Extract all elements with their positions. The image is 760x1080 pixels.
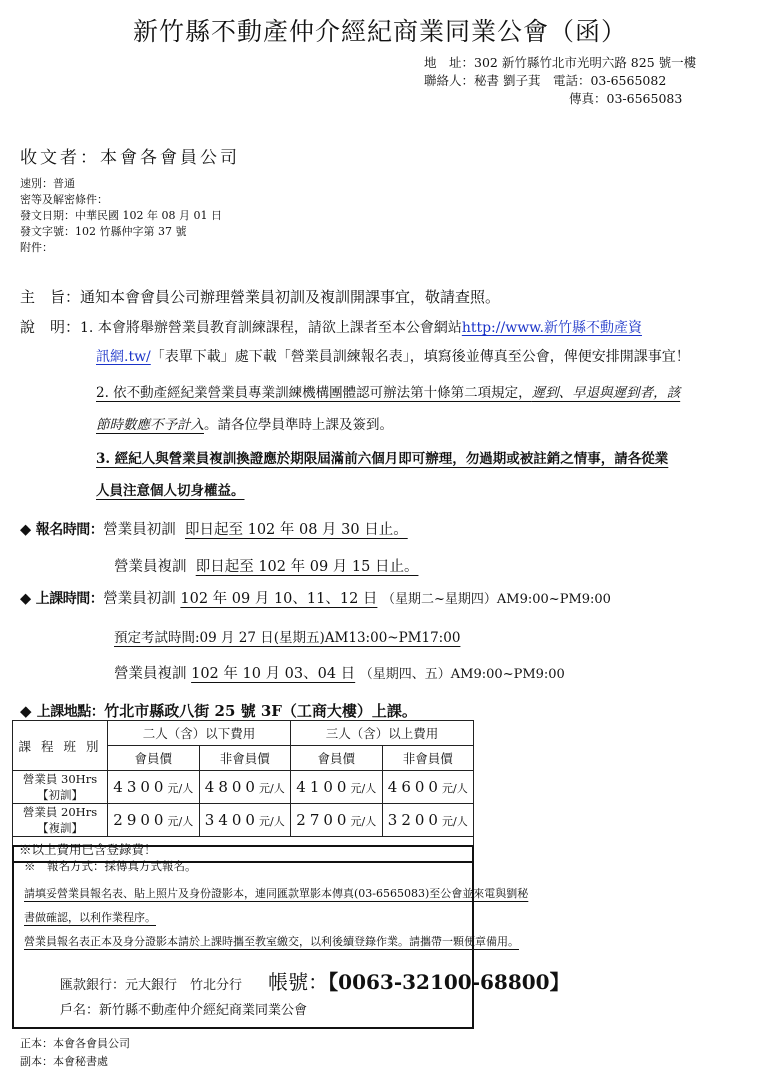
unit: 元/人 bbox=[167, 782, 194, 795]
price: 4600 bbox=[387, 778, 442, 796]
unit: 元/人 bbox=[350, 782, 377, 795]
recipient: 收文者：本會各會員公司 bbox=[20, 148, 240, 168]
explanation-item-3: 3. 經紀人與營業員複訓換證應於期限屆滿前六個月即可辦理，勿過期或被註銷之情事，請各從業 bbox=[96, 451, 669, 467]
item2-italic: 遲到、早退與遲到者，該 bbox=[531, 385, 681, 401]
explanation-item-2-cont bbox=[96, 413, 393, 433]
class-renewal-label: 營業員複訓 bbox=[114, 666, 187, 682]
registration-period-initial bbox=[20, 518, 408, 539]
reg-renewal-value: 即日起至 102 年 09 月 15 日止。 bbox=[195, 559, 419, 575]
header-nonmember-3: 非會員價 bbox=[382, 746, 474, 771]
header-member-3: 會員價 bbox=[291, 746, 383, 771]
diamond-bullet-icon: ◆ bbox=[20, 591, 32, 607]
meta-doc-number: 發文字號：102 竹縣仲字第 37 號 bbox=[20, 225, 187, 238]
document-title: 新竹縣不動產仲介經紀商業同業公會（函） bbox=[132, 17, 627, 46]
bank-info bbox=[60, 966, 570, 995]
subject-text: 通知本會會員公司辦理營業員初訓及複訓開課事宜，敬請查照。 bbox=[80, 288, 501, 306]
unit: 元/人 bbox=[258, 815, 285, 828]
reg-initial-label: 營業員初訓 bbox=[103, 522, 176, 538]
unit: 元/人 bbox=[167, 815, 194, 828]
footer-copy: 副本：本會秘書處 bbox=[20, 1055, 108, 1068]
explanation-item-2 bbox=[96, 381, 680, 401]
header-group-two: 二人（含）以下費用 bbox=[108, 721, 291, 746]
meta-attachment: 附件： bbox=[20, 241, 53, 254]
header-address: 地 址：302 新竹縣竹北市光明六路 825 號一樓 bbox=[424, 55, 697, 70]
class-location bbox=[20, 700, 417, 721]
registration-instructions-1: 請填妥營業員報名表、貼上照片及身份證影本，連同匯款單影本傳真(03-6565083)至公會並來電與劉秘 bbox=[24, 887, 529, 900]
price: 4300 bbox=[113, 778, 168, 796]
class-renewal-dates: 102 年 10 月 03、04 日 bbox=[191, 666, 356, 682]
meta-speed: 速別：普通 bbox=[20, 177, 75, 190]
explanation-item-1 bbox=[20, 316, 642, 337]
header-member-2: 會員價 bbox=[108, 746, 200, 771]
table-row bbox=[13, 771, 474, 804]
exam-time: 預定考試時間:09 月 27 日(星期五)AM13:00~PM17:00 bbox=[114, 630, 461, 646]
item2-end: 。請各位學員準時上課及簽到。 bbox=[204, 417, 393, 433]
diamond-bullet-icon: ◆ bbox=[20, 702, 32, 720]
item1-suffix: 「表單下載」處下載「營業員訓練報名表」，填寫後並傳真至公會，俾便安排開課事宜！ bbox=[150, 349, 690, 365]
course-name: 營業員 20Hrs【複訓】 bbox=[13, 804, 108, 837]
registration-label: 報名時間： bbox=[35, 522, 104, 538]
explanation-item-3-cont: 人員注意個人切身權益。 bbox=[96, 483, 245, 499]
meta-date: 發文日期：中華民國 102 年 08 月 01 日 bbox=[20, 209, 222, 222]
bank-name: 匯款銀行：元大銀行 竹北分行 bbox=[60, 978, 243, 993]
class-time-renewal bbox=[114, 662, 565, 683]
price: 4100 bbox=[296, 778, 351, 796]
account-holder: 戶名：新竹縣不動產仲介經紀商業同業公會 bbox=[60, 1003, 308, 1018]
fee-table bbox=[12, 720, 474, 863]
unit: 元/人 bbox=[441, 782, 468, 795]
course-name: 營業員 30Hrs【初訓】 bbox=[13, 771, 108, 804]
header-course: 課 程 班 別 bbox=[13, 721, 108, 771]
account-label: 帳號： bbox=[268, 970, 329, 994]
registration-period-renewal bbox=[114, 555, 418, 576]
class-initial-time: （星期二~星期四）AM9:00~PM9:00 bbox=[382, 592, 611, 607]
price: 2700 bbox=[296, 811, 351, 829]
price: 2900 bbox=[113, 811, 168, 829]
class-time-initial bbox=[20, 587, 611, 608]
footer-original: 正本：本會各會員公司 bbox=[20, 1037, 130, 1050]
registration-instructions-2: 書做確認，以利作業程序。 bbox=[24, 911, 156, 924]
subject-line bbox=[20, 286, 500, 307]
item2-italic-cont: 節時數應不予計入 bbox=[96, 417, 204, 433]
diamond-bullet-icon: ◆ bbox=[20, 522, 32, 538]
unit: 元/人 bbox=[350, 815, 377, 828]
unit: 元/人 bbox=[441, 815, 468, 828]
item1-text: 1. 本會將舉辦營業員教育訓練課程，請欲上課者至本公會網站 bbox=[80, 320, 462, 336]
reg-initial-value: 即日起至 102 年 08 月 30 日止。 bbox=[184, 522, 408, 538]
fee-note: ※以上費用已含登錄費！ bbox=[13, 837, 474, 863]
price: 4800 bbox=[204, 778, 259, 796]
table-row bbox=[13, 804, 474, 837]
unit: 元/人 bbox=[258, 782, 285, 795]
header-nonmember-2: 非會員價 bbox=[199, 746, 291, 771]
price: 3200 bbox=[387, 811, 442, 829]
subject-label: 主 旨： bbox=[20, 288, 81, 306]
location-value: 竹北市縣政八街 25 號 3F（工商大樓）上課。 bbox=[104, 702, 417, 720]
item2-text: 2. 依不動產經紀業營業員專業訓練機構團體認可辦法第十條第二項規定， bbox=[96, 385, 532, 401]
class-renewal-time: （星期四、五）AM9:00~PM9:00 bbox=[359, 667, 565, 682]
class-initial-label: 營業員初訓 bbox=[103, 591, 176, 607]
explanation-label: 說 明： bbox=[20, 318, 81, 336]
meta-secrecy: 密等及解密條件： bbox=[20, 193, 108, 206]
class-initial-dates: 102 年 09 月 10、11、12 日 bbox=[180, 591, 378, 607]
header-contact: 聯絡人：秘書 劉子萁 電話：03-6565082 bbox=[424, 73, 667, 88]
website-link-cont[interactable]: 訊網.tw/ bbox=[96, 349, 151, 365]
header-fax: 傳真：03-6565083 bbox=[569, 91, 683, 106]
price: 3400 bbox=[204, 811, 259, 829]
website-link[interactable]: http://www.新竹縣不動產資 bbox=[461, 320, 642, 336]
header-group-three: 三人（含）以上費用 bbox=[291, 721, 474, 746]
reg-renewal-label: 營業員複訓 bbox=[114, 559, 187, 575]
explanation-item-1-cont bbox=[96, 346, 690, 366]
class-time-label: 上課時間： bbox=[35, 591, 104, 607]
registration-instructions-3: 營業員報名表正本及身分證影本請於上課時攜至教室繳交，以利後續登錄作業。請攜帶一顆便章備用。 bbox=[24, 935, 519, 948]
location-label: 上課地點： bbox=[36, 704, 105, 720]
registration-method: ※ 報名方式：採傳真方式報名。 bbox=[24, 859, 197, 873]
account-number: 【0063-32100-68800】 bbox=[328, 970, 570, 994]
